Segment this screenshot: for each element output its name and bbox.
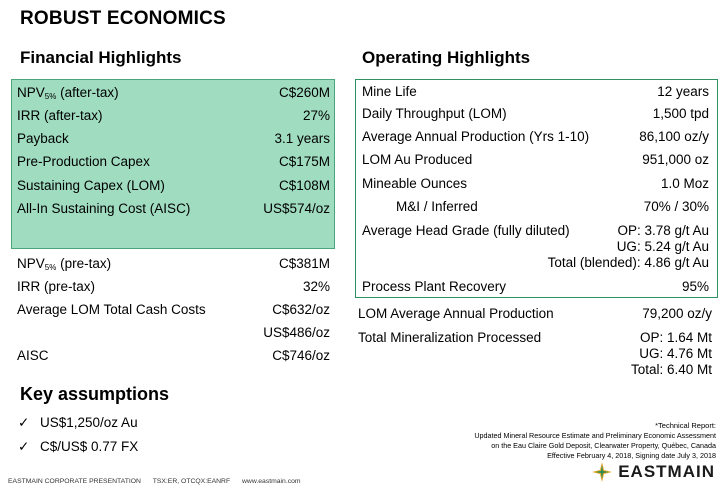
row-value: 1.0 Moz: [660, 176, 709, 191]
row-value: C$632/oz: [272, 302, 330, 317]
row-label: Average Annual Production (Yrs 1-10): [362, 129, 590, 144]
assumption-item: [18, 439, 138, 455]
row-label: M&I / Inferred: [396, 199, 478, 214]
row-label: Mineable Ounces: [362, 176, 468, 191]
mineralization-ug: UG: 4.76 Mt: [639, 346, 712, 361]
checkmark-icon: ✓: [18, 415, 30, 430]
row-value: 12 years: [657, 84, 709, 99]
footer: [8, 478, 311, 485]
row-value: C$260M: [278, 85, 330, 100]
mineralization-op: OP: 1.64 Mt: [639, 330, 712, 345]
operating-highlights-heading: Operating Highlights: [362, 48, 531, 67]
page-title: ROBUST ECONOMICS: [20, 8, 226, 29]
row-value: 27%: [302, 108, 330, 123]
row-value: US$574/oz: [263, 201, 330, 216]
footnote-line: on the Eau Claire Gold Deposit, Clearwater Property, Québec, Canada: [491, 441, 716, 450]
row-label: $NPV_{5\%}$ (pre-tax): [17, 256, 112, 272]
row-value: [631, 330, 712, 378]
row-value: 79,200 oz/y: [642, 306, 712, 321]
assumption-text: C$/US$ 0.77 FX: [40, 439, 139, 454]
footnote-line: Updated Mineral Resource Estimate and Preliminary Economic Assessment: [474, 431, 716, 440]
row-value: C$746/oz: [272, 348, 330, 363]
assumption-text: US$1,250/oz Au: [40, 415, 138, 430]
technical-report-footnote: [474, 421, 716, 461]
row-value: C$175M: [278, 154, 330, 169]
row-value: 95%: [681, 279, 709, 294]
assumption-item: [18, 415, 138, 431]
ops-row-head-grade: [362, 223, 709, 273]
row-label: Payback: [17, 131, 69, 146]
row-value: C$108M: [278, 178, 330, 193]
row-label: IRR (after-tax): [17, 108, 103, 123]
row-value: 1,500 tpd: [652, 106, 709, 121]
head-grade-op: OP: 3.78 g/t Au: [617, 223, 709, 238]
row-label: IRR (pre-tax): [17, 279, 96, 294]
ops-row-mineralization: [358, 330, 712, 380]
row-label: LOM Au Produced: [362, 152, 473, 167]
row-label: Pre-Production Capex: [17, 154, 150, 169]
row-label: LOM Average Annual Production: [358, 306, 554, 321]
head-grade-total: Total (blended): 4.86 g/t Au: [547, 255, 709, 270]
row-label: Mine Life: [362, 84, 417, 99]
footer-presentation: EASTMAIN CORPORATE PRESENTATION: [8, 478, 141, 485]
footer-tickers: TSX:ER, OTCQX:EANRF: [152, 478, 231, 485]
row-label: AISC: [17, 348, 49, 363]
checkmark-icon: ✓: [18, 439, 30, 454]
row-value: 32%: [302, 279, 330, 294]
row-label: $NPV_{5\%}$ (after-tax): [17, 85, 119, 101]
key-assumptions-heading: Key assumptions: [20, 384, 170, 404]
mineralization-total: Total: 6.40 Mt: [630, 362, 712, 377]
row-label: Sustaining Capex (LOM): [17, 178, 165, 193]
row-value: 86,100 oz/y: [639, 129, 709, 144]
logo-text: EASTMAIN: [618, 462, 715, 481]
footer-website[interactable]: www.eastmain.com: [242, 478, 301, 485]
row-value: 70% / 30%: [643, 199, 709, 214]
row-value: [548, 223, 709, 271]
financial-highlights-heading: Financial Highlights: [20, 48, 182, 67]
row-label: Average LOM Total Cash Costs: [17, 302, 206, 317]
row-value: 3.1 years: [274, 131, 330, 146]
head-grade-ug: UG: 5.24 g/t Au: [616, 239, 709, 254]
row-label: Average Head Grade (fully diluted): [362, 223, 570, 238]
row-value: 951,000 oz: [642, 152, 709, 167]
row-label: All-In Sustaining Cost (AISC): [17, 201, 191, 216]
row-label: Process Plant Recovery: [362, 279, 507, 294]
footnote-line: Effective February 4, 2018, Signing date July 3, 2018: [547, 451, 716, 460]
eastmain-logo: [590, 460, 715, 484]
row-value: C$381M: [278, 256, 330, 271]
logo-mark-icon: [590, 460, 614, 484]
row-label: Daily Throughput (LOM): [362, 106, 507, 121]
row-label: Total Mineralization Processed: [358, 330, 542, 345]
row-value: US$486/oz: [263, 325, 330, 340]
footnote-line: *Technical Report:: [655, 421, 716, 430]
